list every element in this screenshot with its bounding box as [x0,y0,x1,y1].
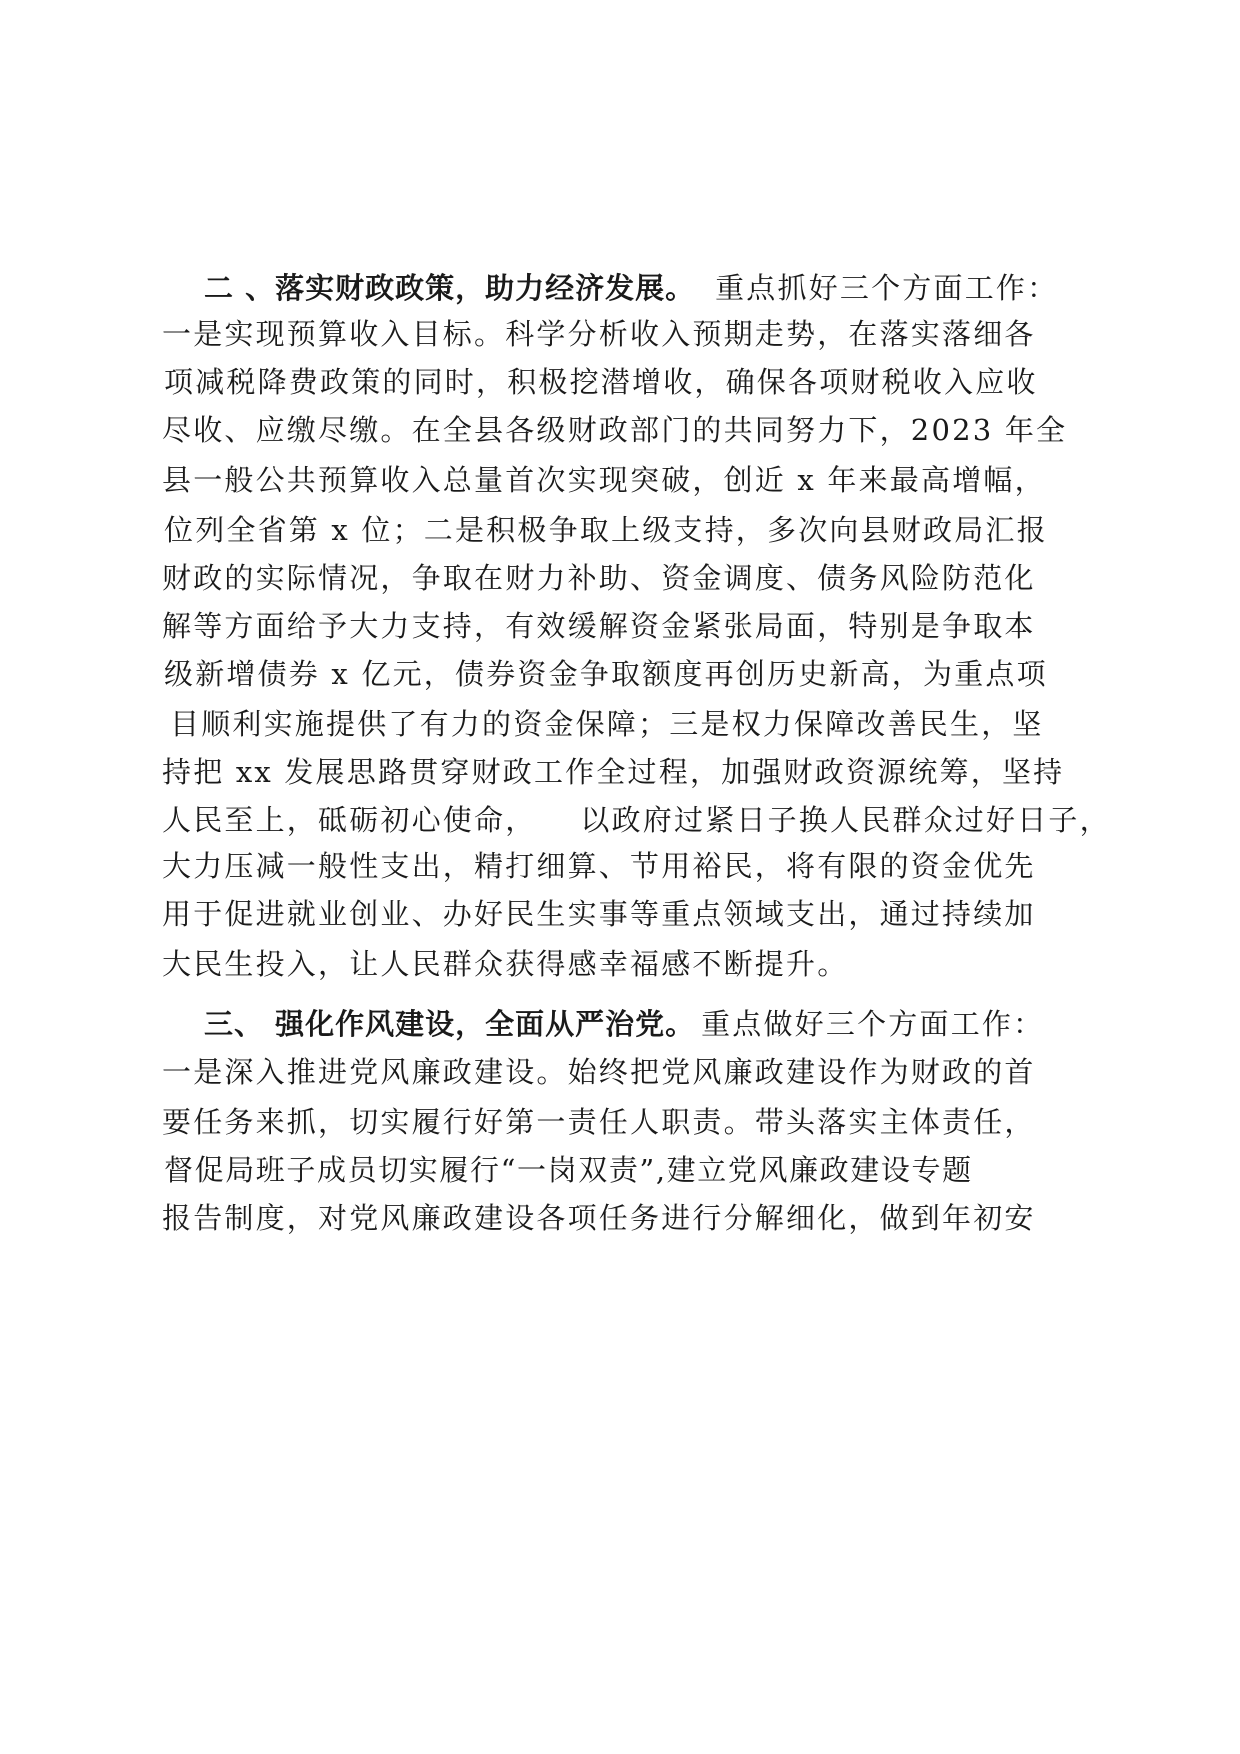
paragraph-line: 大民生投入，让人民群众获得感幸福感不断提升。 [162,947,849,981]
paragraph-line: 目顺利实施提供了有力的资金保障；三是权力保障改善民生，坚 [170,707,1044,741]
paragraph-line: 解等方面给予大力支持，有效缓解资金紧张局面，特别是争取本 [162,609,1036,643]
paragraph-split-line [162,800,1111,840]
split-line-left: 人民至上，砥砺初心使命， [162,803,537,837]
paragraph-line: 督促局班子成员切实履行“一岗双责”,建立党风廉政建设专题 [164,1153,973,1187]
section-2-heading: 二 、落实财政政策，助力经济发展。 [204,271,696,305]
paragraph-line: 位列全省第 x 位；二是积极争取上级支持，多次向县财政局汇报 [164,513,1048,547]
section-2-heading-line [204,268,1104,308]
paragraph-line: 尽收、应缴尽缴。在全县各级财政部门的共同努力下，2023 年全 [162,413,1068,447]
split-line-right: 以政府过紧日子换人民群众过好日子， [580,803,1111,837]
section-2-lead: 重点抓好三个方面工作： [715,271,1059,305]
paragraph-line: 要任务来抓，切实履行好第一责任人职责。带头落实主体责任， [162,1105,1036,1139]
paragraph-line: 一是深入推进党风廉政建设。始终把党风廉政建设作为财政的首 [162,1055,1036,1089]
paragraph-line: 大力压减一般性支出，精打细算、节用裕民，将有限的资金优先 [162,849,1036,883]
section-3-heading: 三、 强化作风建设，全面从严治党。 [204,1007,696,1041]
paragraph-line: 一是实现预算收入目标。科学分析收入预期走势，在落实落细各 [162,317,1036,351]
paragraph-line: 县一般公共预算收入总量首次实现突破，创近 x 年来最高增幅， [162,463,1046,497]
paragraph-line: 持把 xx 发展思路贯穿财政工作全过程，加强财政资源统筹，坚持 [162,755,1065,789]
paragraph-line: 级新增债券 x 亿元，债券资金争取额度再创历史新高，为重点项 [164,657,1048,691]
paragraph-line: 项减税降费政策的同时，积极挖潜增收，确保各项财税收入应收 [164,365,1038,399]
paragraph-line: 报告制度，对党风廉政建设各项任务进行分解细化，做到年初安 [162,1201,1036,1235]
paragraph-line: 财政的实际情况，争取在财力补助、资金调度、债务风险防范化 [162,561,1036,595]
section-3-lead: 重点做好三个方面工作： [701,1007,1045,1041]
section-3-heading-line [204,1004,1104,1044]
paragraph-line: 用于促进就业创业、办好民生实事等重点领域支出，通过持续加 [162,897,1036,931]
